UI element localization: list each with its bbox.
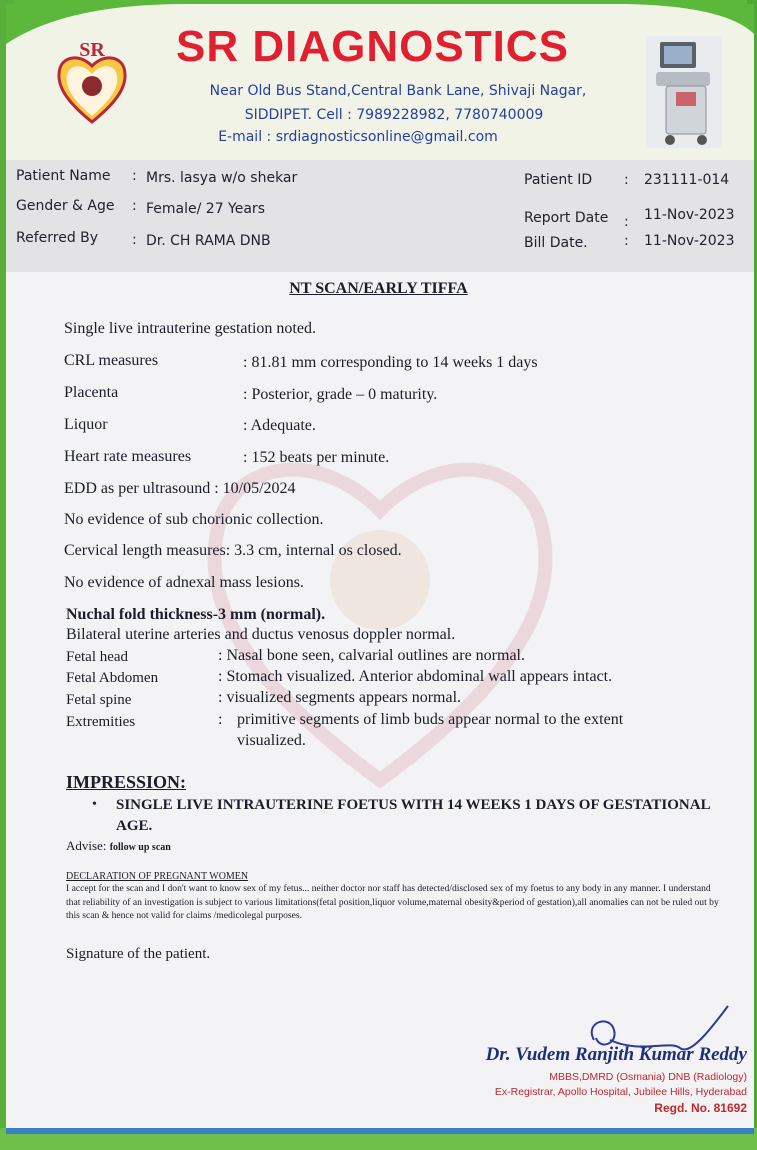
patient-name-sep: : (132, 168, 137, 184)
crl-value: : 81.81 mm corresponding to 14 weeks 1 days (243, 354, 538, 371)
impression-bullet: • (92, 797, 97, 812)
impression-heading: IMPRESSION: (66, 772, 187, 792)
bill-date-value: 11-Nov-2023 (644, 233, 735, 249)
referred-by-value: Dr. CH RAMA DNB (146, 233, 271, 249)
declaration-text: I accept for the scan and I don't want to know sex of my fetus... neither doctor nor staff has detected/disclosed sex of my foetus to any body in any manner. I understand that reliability of an investigation is subject to various limitations(fetal position,liquor volume,maternal obesity&period of gestation),all anomalies can not be ruled out by this scan & hence not valid for claims /medicolegal purposes. (66, 883, 719, 921)
report-date-value: 11-Nov-2023 (644, 207, 735, 223)
declaration-heading: DECLARATION OF PREGNANT WOMEN (66, 871, 249, 882)
heart-rate-label: Heart rate measures (64, 448, 192, 465)
extremities-label: Extremities (66, 714, 136, 730)
extremities-sep: : (218, 711, 223, 728)
lab-email: E-mail : srdiagnosticsonline@gmail.com (218, 129, 498, 145)
nuchal-line: Nuchal fold thickness-3 mm (normal). (66, 606, 326, 623)
extremities-value-2: visualized. (237, 732, 306, 749)
impression-text: SINGLE LIVE INTRAUTERINE FOETUS WITH 14 WEEKS 1 DAYS OF GESTATIONAL AGE. (116, 797, 710, 834)
patient-id-sep: : (624, 172, 629, 188)
logo-letters: SR (79, 39, 105, 61)
cervical-line: Cervical length measures: 3.3 cm, internal os closed. (64, 542, 402, 559)
advise-value: follow up scan (109, 842, 171, 853)
fetal-head-value: : Nasal bone seen, calvarial outlines are normal. (218, 647, 525, 664)
doctor-qualification: MBBS,DMRD (Osmania) DNB (Radiology) (549, 1071, 747, 1083)
report-date-label: Report Date (524, 210, 609, 226)
gender-age-label: Gender & Age (16, 198, 115, 214)
advise-line (66, 838, 171, 854)
patient-signature-label: Signature of the patient. (66, 946, 211, 962)
referred-by-label: Referred By (16, 230, 99, 246)
gender-age-sep: : (132, 198, 137, 214)
footer-bar (6, 1128, 754, 1134)
subchorionic-line: No evidence of sub chorionic collection. (64, 511, 324, 528)
lab-address-1: Near Old Bus Stand,Central Bank Lane, Shivaji Nagar, (209, 83, 587, 99)
extremities-value-1: primitive segments of limb buds appear normal to the extent (237, 711, 624, 728)
lab-logo (52, 36, 132, 131)
patient-id-value: 231111-014 (644, 172, 730, 188)
ultrasound-machine-icon (646, 36, 722, 148)
fetal-abdomen-label: Fetal Abdomen (66, 670, 159, 686)
lab-name: SR DIAGNOSTICS (176, 22, 569, 71)
patient-id-label: Patient ID (524, 172, 593, 188)
report-heading-wrap (0, 280, 757, 298)
edd-line: EDD as per ultrasound : 10/05/2024 (64, 480, 296, 497)
adnexal-line: No evidence of adnexal mass lesions. (64, 574, 304, 591)
doctor-regd: Regd. No. 81692 (654, 1101, 747, 1115)
fetal-spine-value: : visualized segments appears normal. (218, 689, 462, 706)
patient-name-value: Mrs. lasya w/o shekar (146, 170, 298, 186)
report-date-sep: : (624, 214, 629, 230)
advise-label: Advise: (66, 838, 107, 853)
crl-label: CRL measures (64, 352, 159, 369)
bill-date-sep: : (624, 233, 629, 249)
referred-by-sep: : (132, 232, 137, 248)
lab-address-2: SIDDIPET. Cell : 7989228982, 7780740009 (244, 107, 544, 123)
gender-age-value: Female/ 27 Years (146, 201, 265, 217)
placenta-value: : Posterior, grade – 0 maturity. (243, 386, 438, 403)
doppler-line: Bilateral uterine arteries and ductus venosus doppler normal. (66, 626, 456, 643)
patient-name-label: Patient Name (16, 168, 111, 184)
patient-info (6, 160, 754, 272)
intro-line: Single live intrauterine gestation noted. (64, 320, 316, 337)
fetal-spine-label: Fetal spine (66, 692, 132, 708)
fetal-head-label: Fetal head (66, 649, 129, 665)
heart-rate-value: : 152 beats per minute. (243, 449, 390, 466)
bill-date-label: Bill Date. (524, 235, 588, 251)
doctor-name: Dr. Vudem Ranjith Kumar Reddy (485, 1044, 747, 1065)
report-heading: NT SCAN/EARLY TIFFA (289, 280, 468, 297)
liquor-label: Liquor (64, 416, 108, 433)
doctor-experience: Ex-Registrar, Apollo Hospital, Jubilee Hills, Hyderabad (494, 1086, 747, 1098)
placenta-label: Placenta (64, 384, 119, 401)
liquor-value: : Adequate. (243, 417, 316, 434)
fetal-abdomen-value: : Stomach visualized. Anterior abdominal wall appears intact. (218, 668, 613, 685)
